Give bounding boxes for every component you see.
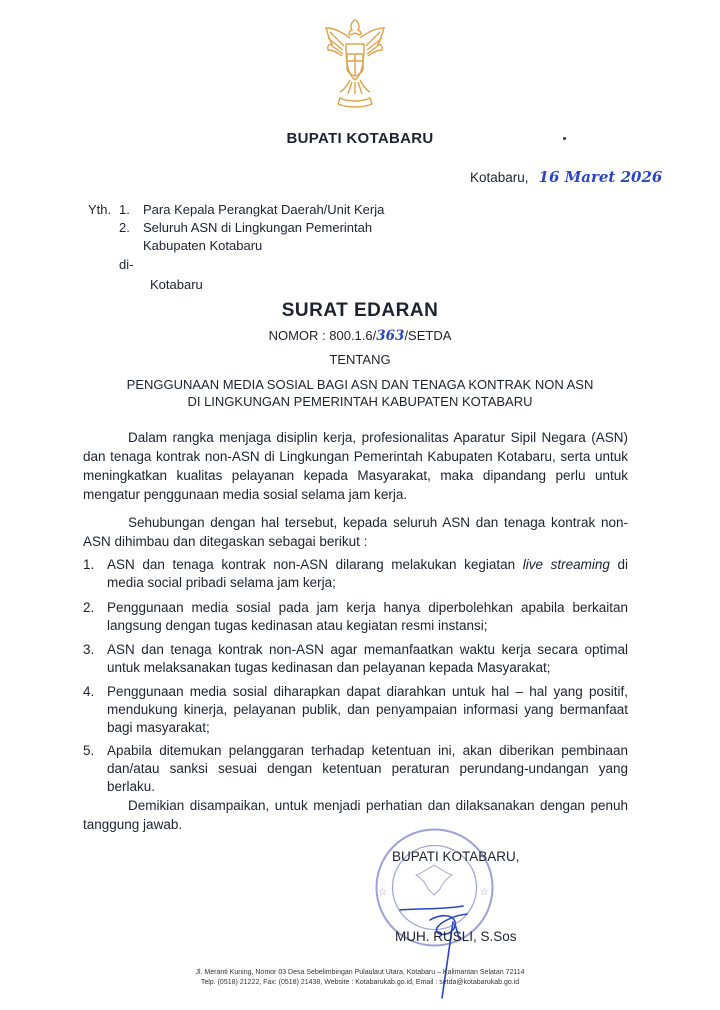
agency-title: BUPATI KOTABARU — [286, 130, 434, 147]
stray-mark — [563, 137, 566, 140]
document-title: SURAT EDARAN — [281, 300, 439, 321]
list-item-number: 1. — [83, 557, 95, 572]
list-item-text: ASN dan tenaga kontrak non-ASN agar memanfaatkan waktu kerja secara optimal untuk melaksanakan tugas kedinasan dan pelayanan kepada Masyarakat; — [107, 642, 628, 675]
body-paragraph-1 — [83, 428, 628, 504]
recipient-2: Seluruh ASN di Lingkungan Pemerintah — [143, 220, 373, 235]
signatory-title: BUPATI KOTABARU, — [392, 849, 520, 864]
list-item-text: Penggunaan media sosial diharapkan dapat diarahkan untuk hal – hal yang positif, mendukung kinerja, pelayanan publik, dan penyampaian informasi yang bermanfaat bagi masyarakat; — [107, 684, 628, 735]
recipient-num-1: 1. — [119, 202, 130, 217]
list-item-text: Penggunaan media sosial pada jam kerja hanya diperbolehkan apabila berkaitan langsung dengan tugas kedinasan atau kegiatan resmi instansi; — [107, 600, 628, 633]
body-paragraph-2 — [83, 513, 628, 551]
list-item-text: Apabila ditemukan pelanggaran terhadap ketentuan ini, akan diberikan pembinaan dan/atau sanksi sesuai dengan ketentuan peraturan perundang-undangan yang berlaku. — [107, 743, 628, 794]
subject-line-1: PENGGUNAAN MEDIA SOSIAL BAGI ASN DAN TENAGA KONTRAK NON ASN — [126, 377, 594, 392]
svg-text:☆: ☆ — [480, 887, 489, 898]
number-prefix: NOMOR : 800.1.6/ — [268, 328, 377, 343]
footer-address: Jl. Meranti Kuning, Nomor 03 Desa Sebelimbingan Pulaulaut Utara, Kotabaru – Kalimantan Selatan 72114 — [195, 969, 525, 976]
date-handwritten: 16 Maret 2026 — [538, 168, 663, 186]
list-item-text — [107, 556, 628, 592]
list-item — [83, 742, 628, 796]
list-item-number: 5. — [83, 743, 95, 758]
letter-date — [470, 168, 662, 186]
closing-paragraph — [83, 796, 628, 834]
item1-text-post: di media social pribadi selama jam kerja; — [107, 557, 628, 590]
signatory-name: MUH. RUSLI, S.Sos — [395, 929, 517, 944]
document-subject — [0, 376, 720, 410]
recipient-num-2: 2. — [119, 220, 130, 235]
closing-text: Demikian disampaikan, untuk menjadi perhatian dan dilaksanakan dengan penuh tanggung jawab. — [83, 798, 628, 832]
recipient-2-continued: Kabupaten Kotabaru — [143, 238, 263, 253]
recipient-location: Kotabaru — [150, 277, 203, 292]
recipient-yth: Yth. — [88, 202, 112, 217]
item1-text-emphasis: live streaming — [522, 557, 610, 572]
garuda-emblem-icon — [320, 14, 390, 114]
list-item-number: 2. — [83, 600, 95, 615]
recipient-1: Para Kepala Perangkat Daerah/Unit Kerja — [143, 202, 385, 217]
list-item — [83, 556, 628, 592]
list-item-number: 4. — [83, 684, 95, 699]
list-item — [83, 641, 628, 677]
tentang-label: TENTANG — [329, 352, 391, 367]
paragraph-2-text: Sehubungan dengan hal tersebut, kepada seluruh ASN dan tenaga kontrak non-ASN dihimbau dan ditegaskan sebagai berikut : — [83, 515, 628, 549]
list-item — [83, 599, 628, 635]
date-place: Kotabaru, — [470, 170, 529, 185]
item1-text-pre: ASN dan tenaga kontrak non-ASN dilarang melakukan kegiatan — [107, 557, 523, 572]
subject-line-2: DI LINGKUNGAN PEMERINTAH KABUPATEN KOTABARU — [187, 394, 533, 409]
svg-text:☆: ☆ — [378, 887, 387, 898]
paragraph-1-text: Dalam rangka menjaga disiplin kerja, profesionalitas Aparatur Sipil Negara (ASN) dan tenaga kontrak non-ASN di Lingkungan Pemerintah Kabupaten Kotabaru, serta untuk meningkatkan kualitas pelayanan kepada Masyarakat, maka dipandang perlu untuk mengatur penggunaan media sosial selama jam kerja. — [83, 430, 628, 502]
footer-contact: Telp. (0518) 21222, Fax: (0518) 21438, Website : Kotabarukab.go.id, Email : setda@kotabarukab.go.id — [200, 979, 520, 986]
number-suffix: /SETDA — [404, 328, 452, 343]
list-item-number: 3. — [83, 642, 95, 657]
list-item — [83, 683, 628, 737]
document-number — [0, 328, 720, 344]
number-handwritten: 363 — [376, 328, 405, 344]
recipient-di: di- — [119, 257, 134, 272]
